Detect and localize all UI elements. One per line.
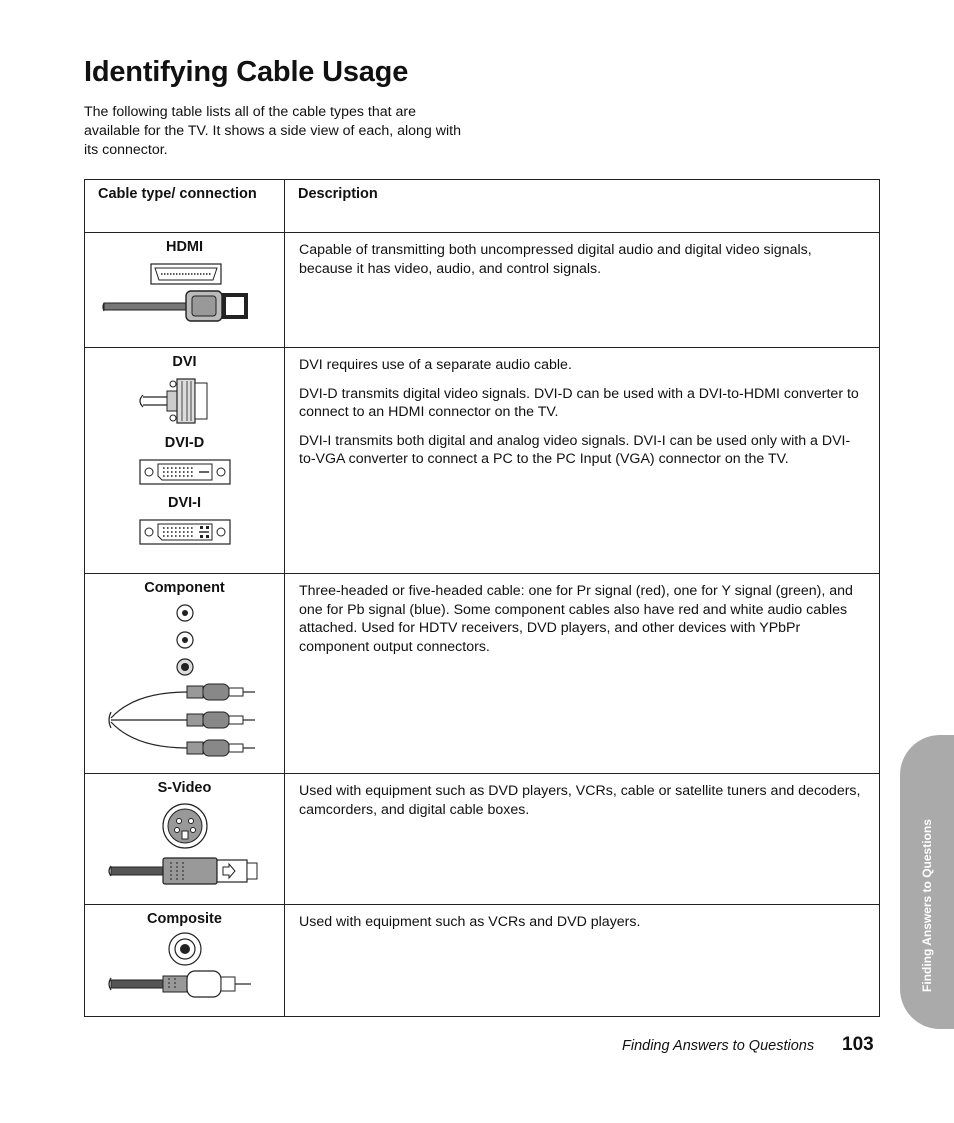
description-text: DVI requires use of a separate audio cable. — [299, 357, 572, 373]
header-cable-type: Cable type/ connection — [85, 180, 285, 233]
dvi-i-port-icon — [139, 519, 231, 545]
description-text: Capable of transmitting both uncompressed digital audio and digital video signals, because it has video, audio, and control signals. — [299, 242, 812, 277]
description-cell — [285, 233, 880, 348]
description-cell — [285, 574, 880, 774]
type-label-component: Component — [144, 580, 225, 596]
hdmi-cable-icon — [100, 287, 270, 327]
dvi-d-port-icon — [139, 459, 231, 485]
type-label-dvi-i: DVI-I — [167, 495, 202, 511]
side-tab-label: Finding Answers to Questions — [920, 819, 934, 992]
description-cell — [285, 905, 880, 1017]
description-text: Used with equipment such as VCRs and DVD players. — [299, 914, 641, 930]
type-cell — [85, 233, 285, 348]
hdmi-connector-icon — [105, 261, 265, 285]
page-number: 103 — [842, 1034, 874, 1055]
description-text: Three-headed or five-headed cable: one for Pr signal (red), one for Y signal (green), and one for Pb signal (blue). Some component cables also have red and white audio cables attached. Used for HDTV receivers, DVD players, and other devices with YPbPr component output connectors. — [299, 583, 853, 655]
type-label-composite: Composite — [147, 911, 222, 927]
rca-jack-icon — [170, 600, 200, 680]
type-cell — [85, 348, 285, 574]
table-row-svideo — [85, 774, 880, 905]
dvi-cable-icon — [135, 375, 235, 427]
footer-section-title: Finding Answers to Questions — [622, 1038, 815, 1054]
table-header-row — [85, 180, 880, 233]
type-label-svideo: S-Video — [157, 780, 212, 796]
svideo-cable-icon — [105, 854, 265, 888]
cable-table — [84, 179, 880, 1017]
intro-paragraph: The following table lists all of the cable types that are available for the TV. It shows a side view of each, along with its connector. — [84, 104, 461, 158]
description-text: Used with equipment such as DVD players, VCRs, cable or satellite tuners and decoders, camcorders, and digital cable boxes. — [299, 783, 861, 818]
description-text: DVI-I transmits both digital and analog video signals. DVI-I can be used only with a DVI-to-VGA converter to connect a PC to the PC Input (VGA) connector on the TV. — [299, 432, 851, 467]
type-label-hdmi: HDMI — [165, 239, 204, 255]
type-label-dvi: DVI — [172, 354, 197, 370]
type-cell — [85, 774, 285, 905]
description-cell — [285, 774, 880, 905]
header-description: Description — [285, 180, 880, 233]
table-row-component — [85, 574, 880, 774]
table-row-hdmi — [85, 233, 880, 348]
description-cell — [285, 348, 880, 574]
description-text: DVI-D transmits digital video signals. DVI-D can be used with a DVI-to-HDMI converter to connect to an HDMI connector on the TV. — [299, 385, 859, 420]
component-cable-icon — [105, 682, 265, 758]
type-label-dvi-d: DVI-D — [164, 435, 205, 451]
table-row-composite — [85, 905, 880, 1017]
composite-cable-icon — [105, 969, 265, 999]
composite-jack-icon — [167, 931, 203, 967]
page-title: Identifying Cable Usage — [84, 56, 409, 88]
svideo-port-icon — [160, 801, 210, 851]
type-cell — [85, 905, 285, 1017]
table-row-dvi — [85, 348, 880, 574]
type-cell — [85, 574, 285, 774]
